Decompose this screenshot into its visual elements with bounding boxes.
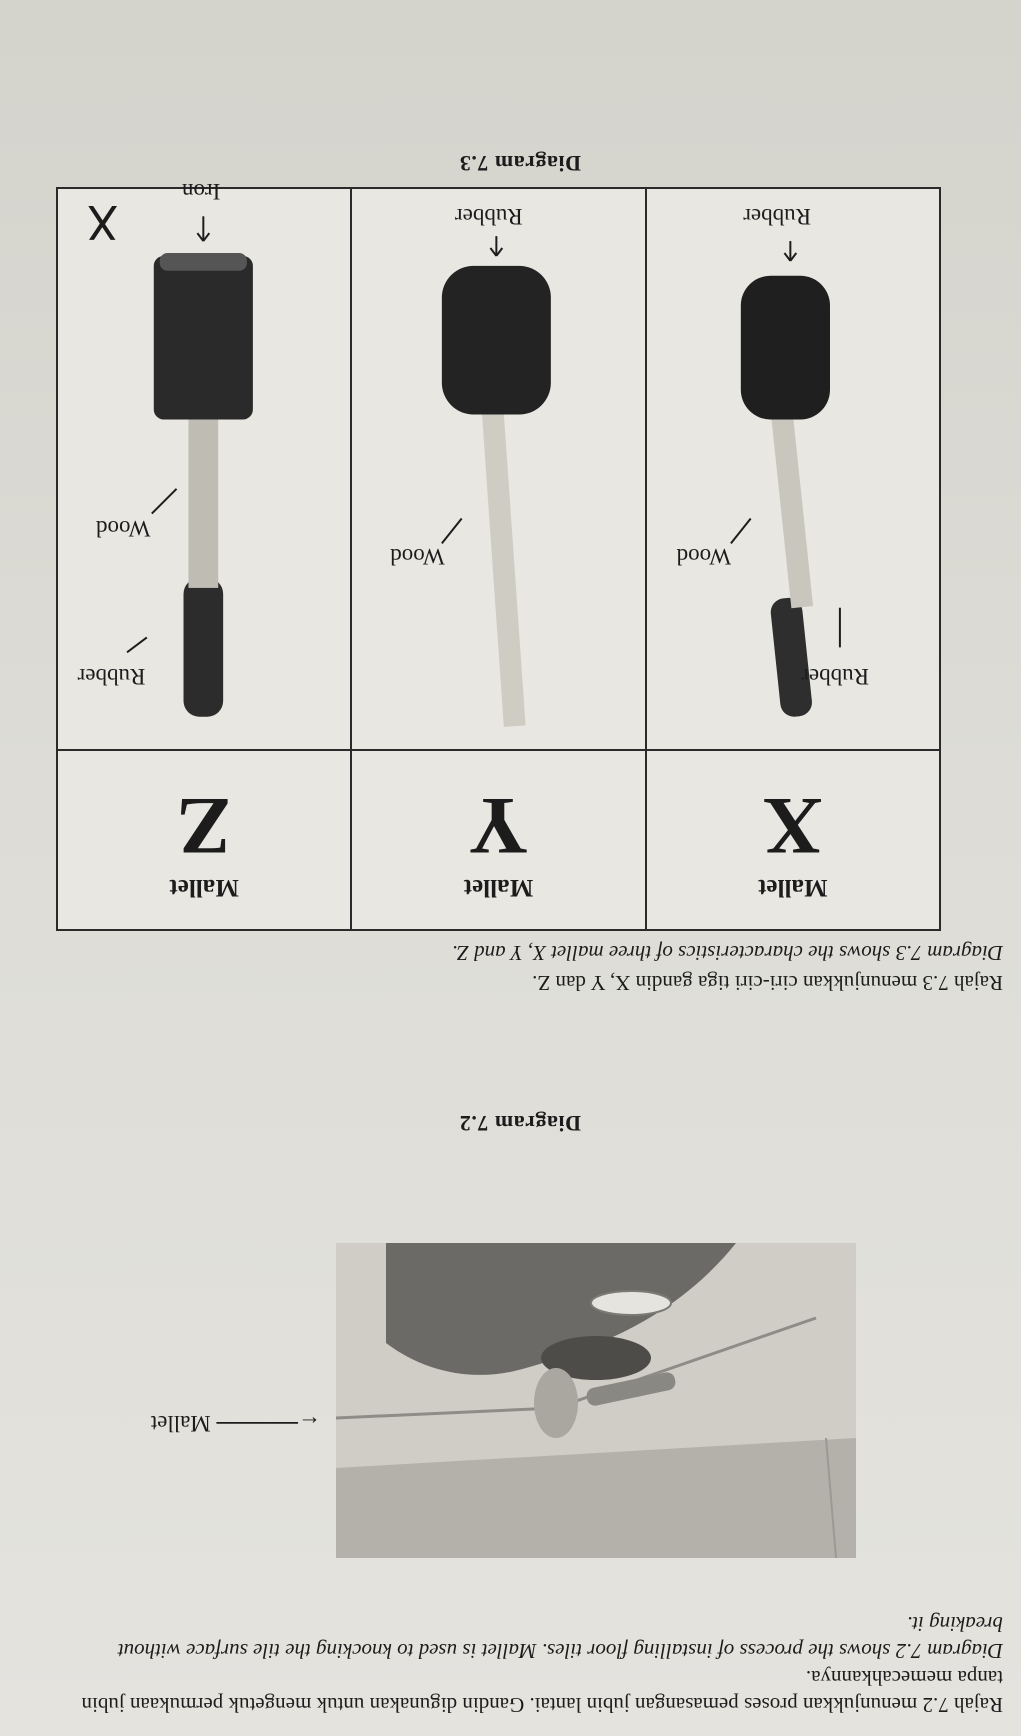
description-english-text: Diagram 7.3 shows the characteristics of three mallet X, Y and Z.: [451, 941, 1003, 965]
mallet-pointer-arrow: ←─────: [210, 1411, 321, 1436]
shaft-material-label: Wood: [390, 544, 445, 569]
shaft-material-label: Wood: [95, 516, 151, 541]
diagram-73-caption: Diagram 7.3: [459, 151, 581, 176]
grip-material-label: Rubber: [801, 664, 869, 689]
head-material-label: Rubber: [743, 204, 811, 229]
mallet-x-illustration: [647, 189, 939, 749]
tile-installation-photo: [336, 1243, 856, 1558]
cross-mark: X: [86, 195, 119, 249]
mallet-x-header: [646, 750, 940, 930]
mallet-word: Mallet: [758, 874, 828, 901]
mallet-word: Mallet: [463, 874, 534, 901]
mallet-letter: Z: [176, 781, 232, 872]
mallet-comparison-table: [56, 179, 941, 931]
intro-english-text: Diagram 7.2 shows the process of installing floor tiles. Mallet is used to knocking the tile surface without breaking it.: [117, 1612, 1003, 1663]
diagram-72-caption: Diagram 7.2: [459, 1111, 581, 1136]
mallet-letter: X: [763, 781, 823, 872]
grip-material-label: Rubber: [77, 664, 146, 689]
photo-illustration: [336, 1243, 856, 1558]
mallet-word: Mallet: [169, 874, 239, 901]
mallet-y-illustration: [352, 189, 644, 749]
mallet-z-image-cell: [57, 179, 351, 750]
table-header-row: [57, 750, 940, 930]
mallet-y-header: [351, 750, 645, 930]
mallet-letter: Y: [468, 781, 529, 872]
table-image-row: [57, 188, 940, 750]
mallet-x-image-cell: [646, 188, 940, 750]
mallet-y-image-cell: [351, 188, 645, 750]
mallet-photo-label: ←───── Mallet: [150, 1411, 321, 1436]
intro-malay-text: Rajah 7.2 menunjukkan proses pemasangan jubin lantai. Gandin digunakan untuk mengetuk permukaan jubin tanpa memecahkannya.: [81, 1666, 1003, 1717]
shaft-material-label: Wood: [676, 544, 731, 569]
head-material-label: Iron: [182, 179, 221, 204]
mallet-z-header: [57, 750, 351, 930]
head-material-label: Rubber: [454, 204, 523, 229]
description-malay-text: Rajah 7.3 menunjukkan ciri-ciri tiga gandin X, Y dan Z.: [532, 971, 1003, 995]
